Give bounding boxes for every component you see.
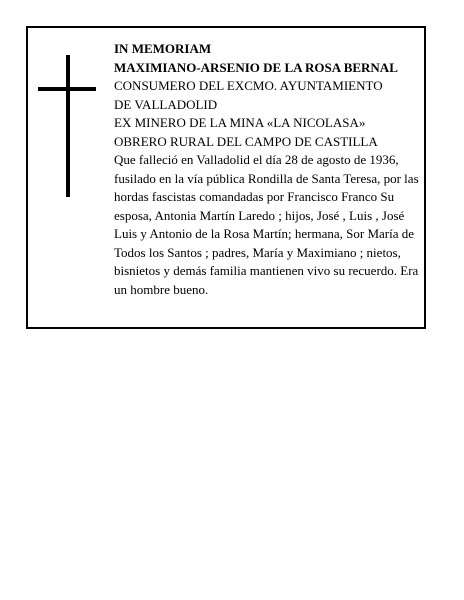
deceased-name: MAXIMIANO-ARSENIO DE LA ROSA BERNAL bbox=[114, 59, 398, 75]
title-line-1: CONSUMERO DEL EXCMO. AYUNTAMIENTO bbox=[114, 78, 383, 93]
memorial-notice bbox=[26, 26, 426, 329]
notice-heading: IN MEMORIAM bbox=[114, 41, 212, 56]
cross-icon bbox=[38, 55, 96, 197]
cross-vertical-bar bbox=[66, 55, 70, 197]
cross-horizontal-bar bbox=[38, 87, 96, 91]
title-line-4: OBRERO RURAL DEL CAMPO DE CASTILLA bbox=[114, 133, 378, 149]
title-line-2: DE VALLADOLID bbox=[114, 96, 218, 112]
title-line-3: EX MINERO DE LA MINA «LA NICOLASA» bbox=[114, 115, 366, 130]
notice-body: Que falleció en Valladolid el día 28 de agosto de 1936, fusilado en la vía pública Rondilla de Santa Teresa, por las hordas fascistas comandadas por Francisco Franco Su esposa, Antonia Martín Laredo ; hijos, José , Luis , José Luis y Antonio de la Rosa Martín; hermana, Sor María de Todos los Santos ; padres, María y Maximiano ; nietos, bisnietos y demás familia mantienen vivo su recuerdo. Era un hombre bueno. bbox=[114, 152, 419, 297]
notice-text bbox=[114, 40, 420, 299]
